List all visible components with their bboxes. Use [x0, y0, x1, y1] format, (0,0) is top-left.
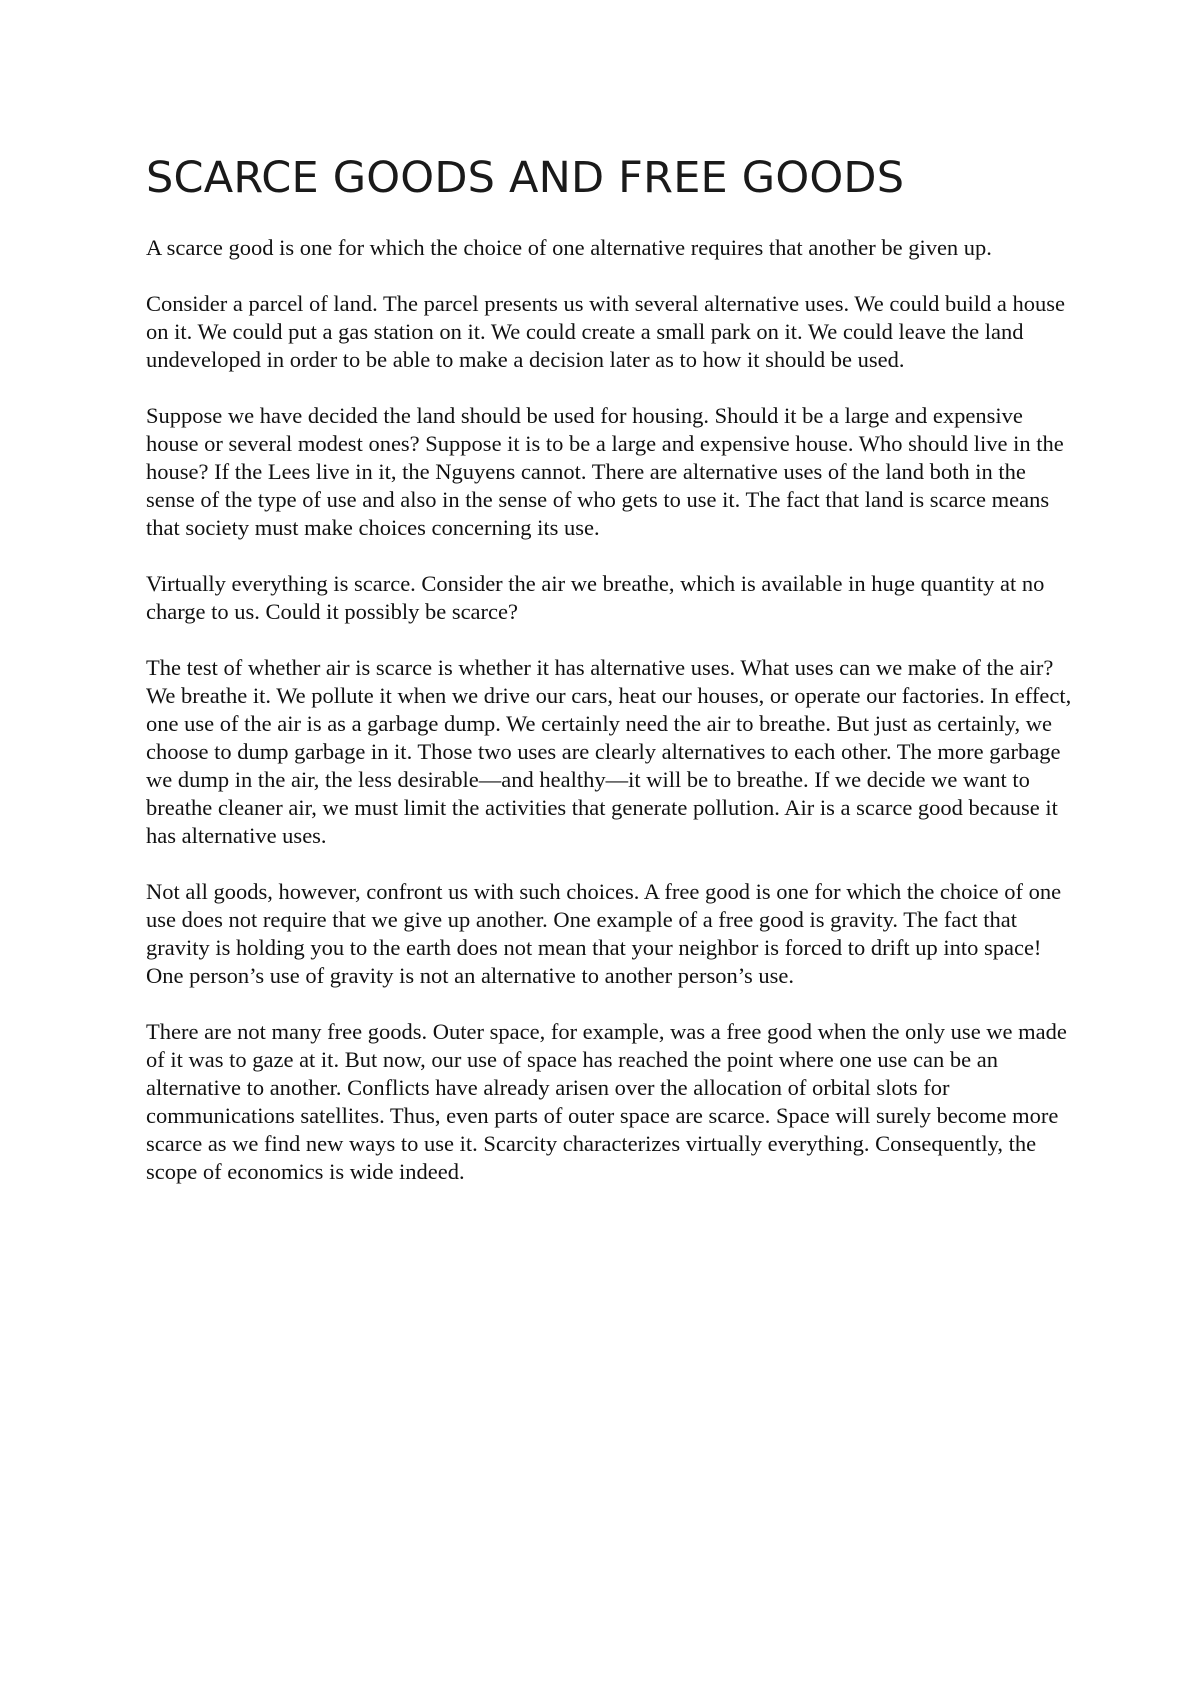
paragraph-parcel-of-land: Consider a parcel of land. The parcel presents us with several alternative uses. We could build a house on it. We could put a gas station on it. We could create a small park on it. We could leave the land undeveloped in order to be able to make a decision later as to how it should be used. [146, 291, 1065, 372]
document-body [146, 150, 1076, 1214]
paragraph-free-goods: Not all goods, however, confront us with such choices. A free good is one for which the choice of one use does not require that we give up another. One example of a free good is gravity. The fact that gravity is holding you to the earth does not mean that your neighbor is forced to drift up into space! One person’s use of gravity is not an alternative to another person’s use. [146, 879, 1062, 988]
paragraph-air-alternative-uses: The test of whether air is scarce is whether it has alternative uses. What uses can we make of the air? We breathe it. We pollute it when we drive our cars, heat our houses, or operate our factories. In effect, one use of the air is as a garbage dump. We certainly need the air to breathe. But just as certainly, we choose to dump garbage in it. Those two uses are clearly alternatives to each other. The more garbage we dump in the air, the less desirable—and healthy—it will be to breathe. If we decide we want to breathe cleaner air, we must limit the activities that generate pollution. Air is a scarce good because it has alternative uses. [146, 655, 1072, 848]
paragraph-scarce-good-definition: A scarce good is one for which the choice of one alternative requires that another be given up. [146, 235, 992, 260]
paragraph-everything-scarce: Virtually everything is scarce. Consider the air we breathe, which is available in huge quantity at no charge to us. Could it possibly be scarce? [146, 571, 1045, 624]
document-title: SCARCE GOODS AND FREE GOODS [146, 153, 905, 203]
paragraph-outer-space: There are not many free goods. Outer space, for example, was a free good when the only use we made of it was to gaze at it. But now, our use of space has reached the point where one use can be an alternative to another. Conflicts have already arisen over the allocation of orbital slots for communications satellites. Thus, even parts of outer space are scarce. Space will surely become more scarce as we find new ways to use it. Scarcity characterizes virtually everything. Consequently, the scope of economics is wide indeed. [146, 1019, 1067, 1184]
paragraph-housing-choice: Suppose we have decided the land should be used for housing. Should it be a large and expensive house or several modest ones? Suppose it is to be a large and expensive house. Who should live in the house? If the Lees live in it, the Nguyens cannot. There are alternative uses of the land both in the sense of the type of use and also in the sense of who gets to use it. The fact that land is scarce means that society must make choices concerning its use. [146, 403, 1064, 540]
